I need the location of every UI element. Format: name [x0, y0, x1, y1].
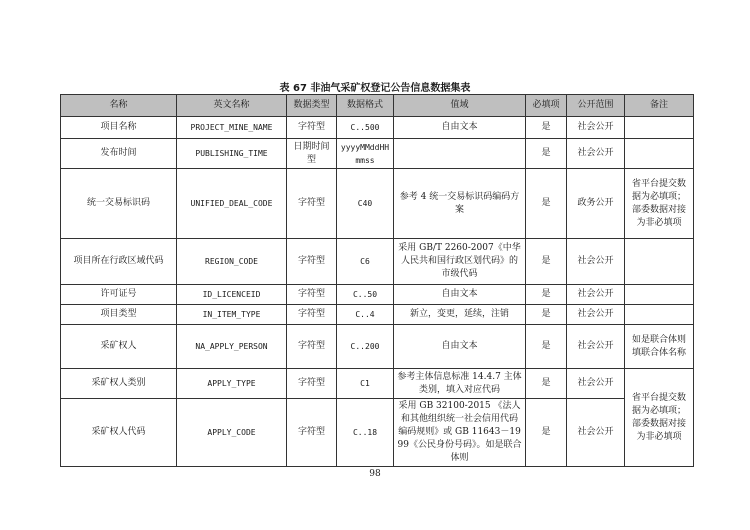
header-english-name: 英文名称 — [177, 95, 287, 117]
cell-note: 省平台提交数据为必填项；部委数据对接为非必填项 — [625, 169, 694, 239]
header-required: 必填项 — [526, 95, 567, 117]
cell-value-domain: 自由文本 — [394, 285, 526, 305]
cell-public-scope: 社会公开 — [567, 369, 625, 399]
table-header-row — [61, 95, 694, 117]
cell-required: 是 — [526, 305, 567, 325]
cell-public-scope: 社会公开 — [567, 117, 625, 139]
cell-public-scope: 社会公开 — [567, 139, 625, 169]
cell-data-type: 字符型 — [287, 305, 337, 325]
cell-english-name: IN_ITEM_TYPE — [177, 305, 287, 325]
cell-required: 是 — [526, 369, 567, 399]
table-row — [61, 325, 694, 369]
table-row — [61, 117, 694, 139]
cell-name: 采矿权人类别 — [61, 369, 177, 399]
cell-name: 许可证号 — [61, 285, 177, 305]
cell-note — [625, 139, 694, 169]
cell-data-format: yyyyMMddHHmmss — [337, 139, 394, 169]
cell-value-domain: 自由文本 — [394, 325, 526, 369]
table-row — [61, 169, 694, 239]
cell-data-format: C..500 — [337, 117, 394, 139]
cell-value-domain: 自由文本 — [394, 117, 526, 139]
cell-value-domain: 新立，变更，延续，注销 — [394, 305, 526, 325]
dataset-table — [60, 94, 694, 467]
cell-name: 统一交易标识码 — [61, 169, 177, 239]
cell-value-domain: 参考 4 统一交易标识码编码方案 — [394, 169, 526, 239]
cell-english-name: ID_LICENCEID — [177, 285, 287, 305]
cell-required: 是 — [526, 285, 567, 305]
cell-english-name: PUBLISHING_TIME — [177, 139, 287, 169]
cell-note — [625, 239, 694, 285]
cell-data-type: 字符型 — [287, 239, 337, 285]
cell-name: 采矿权人 — [61, 325, 177, 369]
cell-name: 项目名称 — [61, 117, 177, 139]
cell-public-scope: 社会公开 — [567, 285, 625, 305]
cell-english-name: NA_APPLY_PERSON — [177, 325, 287, 369]
cell-english-name: UNIFIED_DEAL_CODE — [177, 169, 287, 239]
header-note: 备注 — [625, 95, 694, 117]
cell-data-format: C..50 — [337, 285, 394, 305]
cell-english-name: APPLY_CODE — [177, 399, 287, 467]
cell-data-format: C1 — [337, 369, 394, 399]
cell-data-type: 字符型 — [287, 117, 337, 139]
cell-english-name: REGION_CODE — [177, 239, 287, 285]
cell-note: 省平台提交数据为必填项；部委数据对接为非必填项 — [625, 369, 694, 467]
cell-required: 是 — [526, 117, 567, 139]
cell-name: 项目所在行政区域代码 — [61, 239, 177, 285]
cell-name: 发布时间 — [61, 139, 177, 169]
header-value-domain: 值域 — [394, 95, 526, 117]
cell-value-domain: 参考主体信息标准 14.4.7 主体类别，填入对应代码 — [394, 369, 526, 399]
table-row — [61, 139, 694, 169]
cell-required: 是 — [526, 325, 567, 369]
header-data-type: 数据类型 — [287, 95, 337, 117]
cell-value-domain — [394, 139, 526, 169]
cell-data-format: C..4 — [337, 305, 394, 325]
cell-public-scope: 社会公开 — [567, 325, 625, 369]
cell-data-type: 字符型 — [287, 399, 337, 467]
cell-note — [625, 117, 694, 139]
cell-data-format: C40 — [337, 169, 394, 239]
cell-data-type: 字符型 — [287, 369, 337, 399]
cell-english-name: APPLY_TYPE — [177, 369, 287, 399]
cell-english-name: PROJECT_MINE_NAME — [177, 117, 287, 139]
cell-required: 是 — [526, 239, 567, 285]
cell-note — [625, 305, 694, 325]
cell-name: 项目类型 — [61, 305, 177, 325]
cell-required: 是 — [526, 169, 567, 239]
cell-data-format: C..18 — [337, 399, 394, 467]
cell-name: 采矿权人代码 — [61, 399, 177, 467]
cell-data-format: C..200 — [337, 325, 394, 369]
cell-public-scope: 社会公开 — [567, 239, 625, 285]
table-row — [61, 399, 694, 467]
cell-public-scope: 社会公开 — [567, 399, 625, 467]
table-row — [61, 239, 694, 285]
cell-public-scope: 政务公开 — [567, 169, 625, 239]
cell-required: 是 — [526, 399, 567, 467]
table-row — [61, 369, 694, 399]
table-caption: 表 67 非油气采矿权登记公告信息数据集表 — [279, 83, 471, 94]
table-row — [61, 285, 694, 305]
cell-note — [625, 285, 694, 305]
header-data-format: 数据格式 — [337, 95, 394, 117]
cell-public-scope: 社会公开 — [567, 305, 625, 325]
cell-data-type: 字符型 — [287, 285, 337, 305]
cell-data-format: C6 — [337, 239, 394, 285]
cell-data-type: 日期时间型 — [287, 139, 337, 169]
page-number: 98 — [369, 469, 381, 479]
table-row — [61, 305, 694, 325]
cell-required: 是 — [526, 139, 567, 169]
cell-value-domain: 采用 GB 32100-2015 《法人和其他组织统一社会信用代码编码规则》或 GB 11643－1999《公民身份号码》。如是联合体则 — [394, 399, 526, 467]
header-public-scope: 公开范围 — [567, 95, 625, 117]
header-name: 名称 — [61, 95, 177, 117]
cell-note: 如是联合体则填联合体名称 — [625, 325, 694, 369]
cell-data-type: 字符型 — [287, 169, 337, 239]
cell-data-type: 字符型 — [287, 325, 337, 369]
cell-value-domain: 采用 GB/T 2260-2007《中华人民共和国行政区划代码》的市级代码 — [394, 239, 526, 285]
